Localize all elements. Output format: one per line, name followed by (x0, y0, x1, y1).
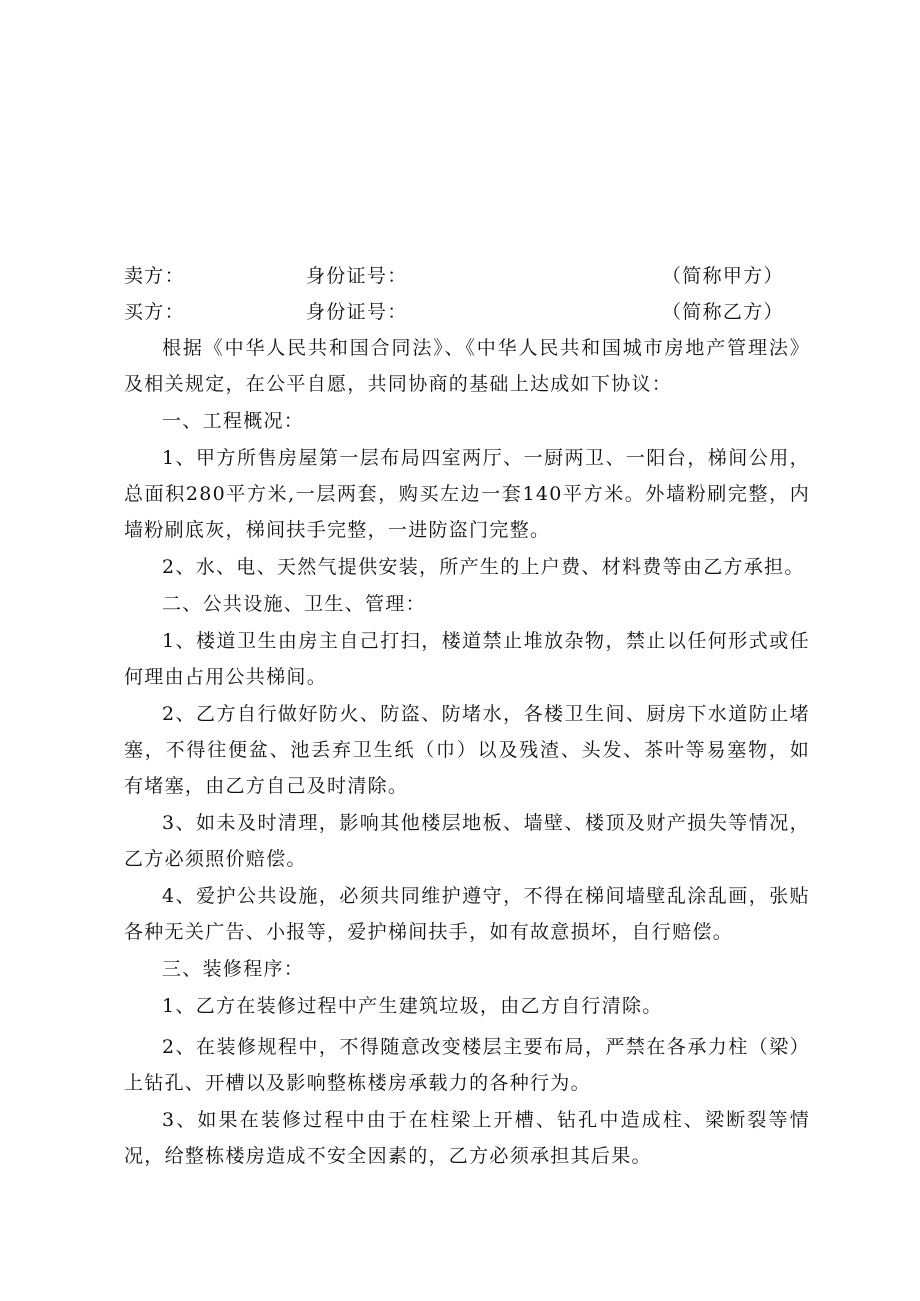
clause-paragraph: 1、乙方在装修过程中产生建筑垃圾，由乙方自行清除。 (162, 995, 663, 1017)
clause-paragraph: 4、爱护公共设施，必须共同维护遵守，不得在梯间墙壁乱涂乱画，张贴各种无关广告、小报等，爱护梯间扶手，如有故意损坏，自行赔偿。 (124, 885, 810, 943)
clause-paragraph: 2、乙方自行做好防火、防盗、防堵水，各楼卫生间、厨房下水道防止堵塞，不得往便盆、池丢弃卫生纸（巾）以及残渣、头发、茶叶等易塞物，如有堵塞，由乙方自己及时清除。 (124, 703, 810, 797)
buyer-row (124, 294, 810, 330)
seller-row (124, 258, 810, 294)
clause-paragraph: 1、甲方所售房屋第一层布局四室两厅、一厨两卫、一阳台，梯间公用，总面积280平方米,一层两套，购买左边一套140平方米。外墙粉刷完整，内墙粉刷底灰，梯间扶手完整，一进防盗门完整。 (124, 447, 810, 541)
clause-paragraph: 3、如未及时清理，影响其他楼层地板、墙壁、楼顶及财产损失等情况，乙方必须照价赔偿。 (124, 812, 810, 870)
section-heading: 二、公共设施、卫生、管理： (162, 593, 426, 615)
buyer-label: 买方： (124, 301, 185, 323)
clause-paragraph: 1、楼道卫生由房主自己打扫，楼道禁止堆放杂物，禁止以任何形式或任何理由占用公共梯间。 (124, 630, 810, 688)
seller-label: 卖方： (124, 265, 185, 287)
buyer-id-label: 身份证号： (306, 301, 408, 323)
preamble-paragraph: 根据《中华人民共和国合同法》、《中华人民共和国城市房地产管理法》及相关规定，在公平自愿，共同协商的基础上达成如下协议： (124, 337, 810, 395)
section-heading: 三、装修程序： (162, 958, 305, 980)
clause-paragraph: 3、如果在装修过程中由于在柱梁上开槽、钻孔中造成柱、梁断裂等情况，给整栋楼房造成不安全因素的，乙方必须承担其后果。 (124, 1109, 810, 1167)
buyer-abbr: （简称乙方） (662, 301, 784, 323)
clause-paragraph: 2、水、电、天然气提供安装，所产生的上户费、材料费等由乙方承担。 (162, 556, 805, 578)
section-heading: 一、工程概况： (162, 410, 305, 432)
clause-paragraph: 2、在装修规程中，不得随意改变楼层主要布局，严禁在各承力柱（梁）上钻孔、开槽以及影响整栋楼房承载力的各种行为。 (124, 1036, 810, 1094)
seller-id-label: 身份证号： (306, 265, 408, 287)
document-body (124, 258, 810, 1175)
seller-abbr: （简称甲方） (662, 265, 784, 287)
